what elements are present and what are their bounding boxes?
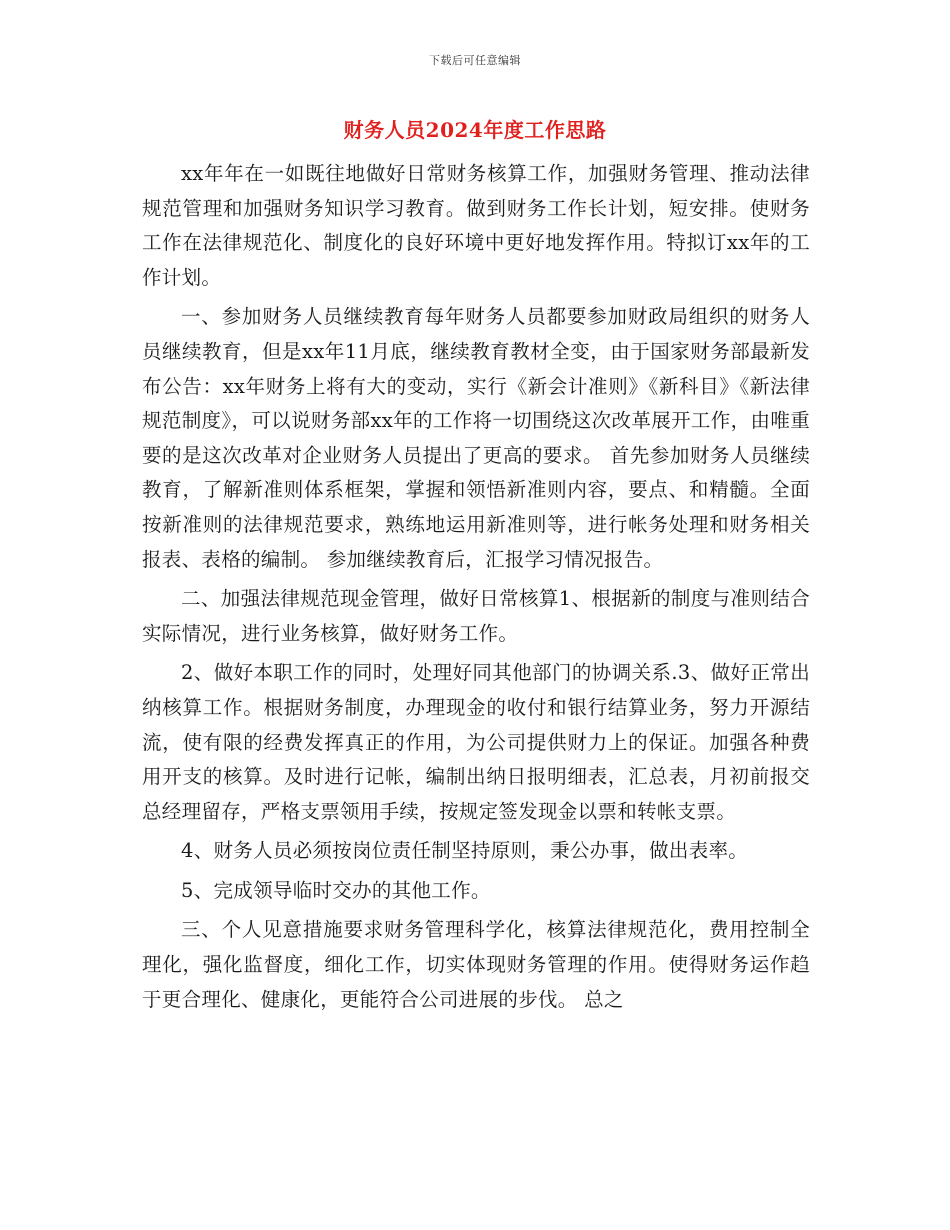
document-body [142, 157, 810, 1022]
paragraph-section-1: 一、参加财务人员继续教育每年财务人员都要参加财政局组织的财务人员继续教育，但是xx年11月底，继续教育教材全变，由于国家财务部最新发布公告：xx年财务上将有大的变动，实行《新会计准则》《新科目》《新法律规范制度》，可以说财务部xx年的工作将一切围绕这次改革展开工作，由唯重要的是这次改革对企业财务人员提出了更高的要求。 首先参加财务人员继续教育，了解新准则体系框架，掌握和领悟新准则内容，要点、和精髓。全面按新准则的法律规范要求，熟练地运用新准则等，进行帐务处理和财务相关报表、表格的编制。 参加继续教育后，汇报学习情况报告。 [142, 305, 810, 571]
paragraph-section-3: 三、个人见意措施要求财务管理科学化，核算法律规范化，费用控制全理化，强化监督度，细化工作，切实体现财务管理的作用。使得财务运作趋于更合理化、健康化，更能符合公司进展的步伐。 总之 [142, 918, 810, 1011]
paragraph-item-2: 2、做好本职工作的同时，处理好同其他部门的协调关系.3、做好正常出纳核算工作。根据财务制度，办理现金的收付和银行结算业务，努力开源结流，使有限的经费发挥真正的作用，为公司提供财力上的保证。加强各种费用开支的核算。及时进行记帐，编制出纳日报明细表，汇总表，月初前报交总经理留存，严格支票领用手续，按规定签发现金以票和转帐支票。 [142, 661, 810, 823]
paragraph-intro: xx年年在一如既往地做好日常财务核算工作，加强财务管理、推动法律规范管理和加强财务知识学习教育。做到财务工作长计划，短安排。使财务工作在法律规范化、制度化的良好环境中更好地发挥作用。特拟订xx年的工作计划。 [142, 162, 810, 289]
paragraph-section-2: 二、加强法律规范现金管理，做好日常核算1、根据新的制度与准则结合实际情况，进行业务核算，做好财务工作。 [142, 587, 810, 645]
header-note: 下载后可任意编辑 [429, 54, 521, 67]
paragraph-item-4: 4、财务人员必须按岗位责任制坚持原则，秉公办事，做出表率。 [181, 839, 749, 863]
document-title: 财务人员2024年度工作思路 [343, 118, 607, 142]
paragraph-item-5: 5、完成领导临时交办的其他工作。 [181, 878, 491, 902]
